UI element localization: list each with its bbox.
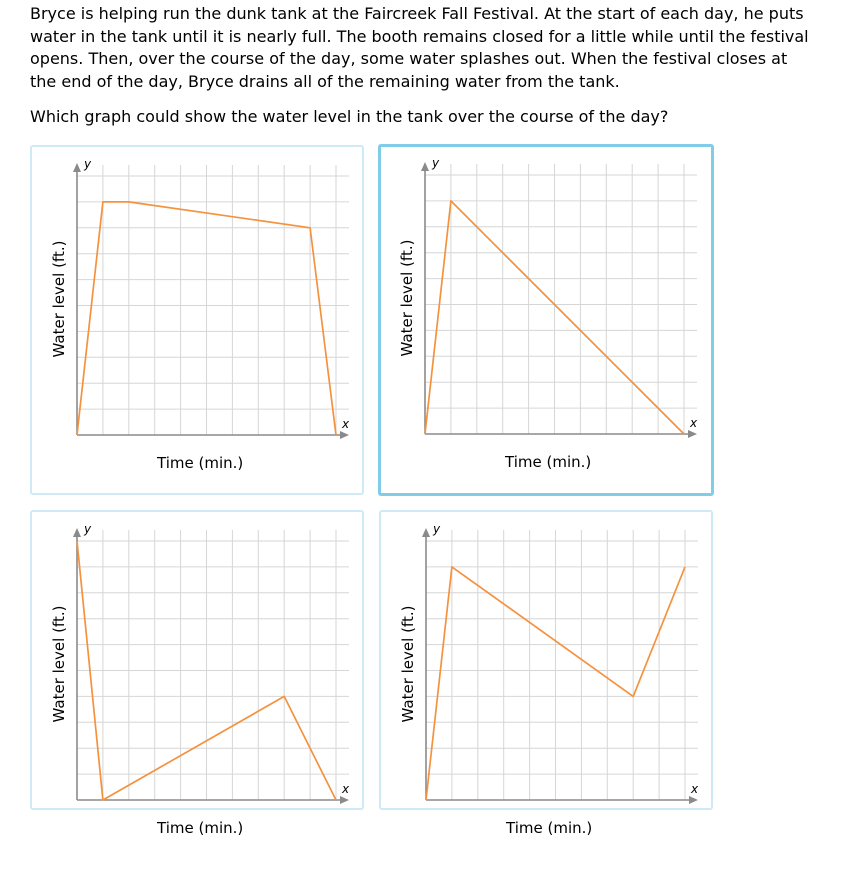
x-axis-arrow [340,796,349,804]
y-axis-arrow [73,528,81,537]
answer-choice-1[interactable] [30,145,364,495]
x-axis-letter: x [691,782,699,796]
y-axis-letter: y [433,522,441,536]
y-axis-label: Water level (ft.) [399,605,417,723]
answer-choice-2[interactable] [378,144,714,496]
y-axis-arrow [422,528,430,537]
y-axis-label: Water level (ft.) [50,240,68,358]
x-axis-label: Time (min.) [506,819,593,837]
answer-choice-4[interactable] [379,510,713,837]
y-axis-arrow [421,162,429,171]
x-axis-arrow [689,796,698,804]
grid-lines [77,165,349,435]
grid-lines [77,530,349,800]
y-axis-label: Water level (ft.) [398,239,416,357]
y-axis-label: Water level (ft.) [50,605,68,723]
x-axis-arrow [340,431,349,439]
grid-lines [425,164,697,434]
x-axis-letter: x [690,416,698,430]
y-axis-letter: y [84,157,92,171]
x-axis-label: Time (min.) [157,819,244,837]
x-axis-letter: x [342,417,350,431]
y-axis-letter: y [432,156,440,170]
x-axis-label: Time (min.) [505,453,592,471]
y-axis-arrow [73,163,81,172]
x-axis-arrow [688,430,697,438]
grid-lines [426,530,698,800]
y-axis-letter: y [84,522,92,536]
question-text: Bryce is helping run the dunk tank at the Faircreek Fall Festival. At the start of each day, he puts water in the tank until it is nearly full. The booth remains closed for a little while until the festival opens. Then, over the course of the day, some water splashes out. When the festival closes at the end of the day, Bryce drains all of the remaining water from the tank. [30,4,809,91]
x-axis-letter: x [342,782,350,796]
answer-choice-3[interactable] [30,510,364,837]
question-prompt: Which graph could show the water level in the tank over the course of the day? [30,107,669,126]
x-axis-label: Time (min.) [157,454,244,472]
